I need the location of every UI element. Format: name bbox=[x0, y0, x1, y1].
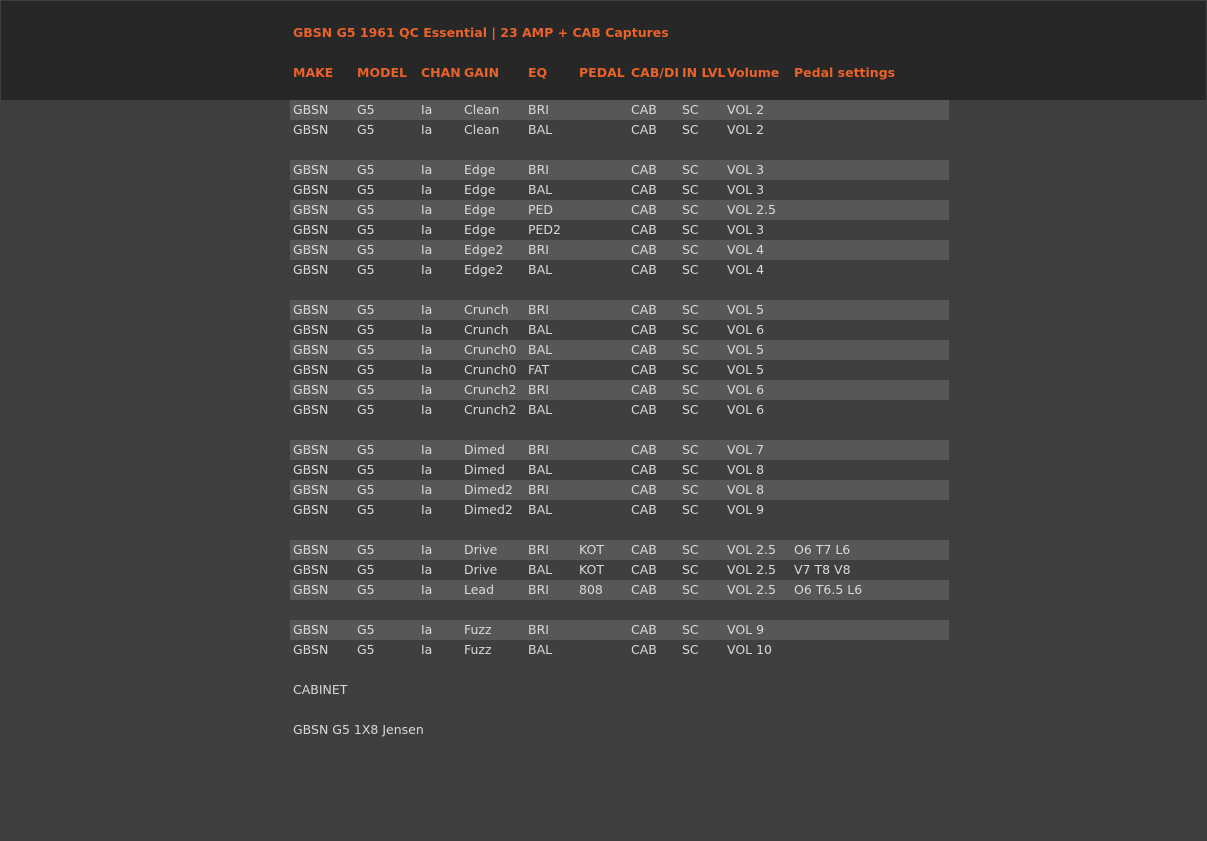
cell-gain: Edge bbox=[464, 222, 496, 237]
cell-model: G5 bbox=[357, 182, 375, 197]
cell-eq: BAL bbox=[528, 402, 553, 417]
cell-cab: CAB bbox=[631, 242, 657, 257]
cell-volume: VOL 8 bbox=[727, 482, 765, 497]
cell-cab: CAB bbox=[631, 502, 657, 517]
cell-make: GBSN bbox=[293, 222, 329, 237]
cell-eq: BAL bbox=[528, 642, 553, 657]
cell-model: G5 bbox=[357, 302, 375, 317]
cell-cab: CAB bbox=[631, 222, 657, 237]
cell-model: G5 bbox=[357, 242, 375, 257]
cell-cab: CAB bbox=[631, 382, 657, 397]
cell-make: GBSN bbox=[293, 502, 329, 517]
cell-make: GBSN bbox=[293, 462, 329, 477]
cell-eq: BRI bbox=[528, 102, 549, 117]
cell-gain: Lead bbox=[464, 582, 495, 597]
cell-volume: VOL 2.5 bbox=[727, 582, 776, 597]
table-row bbox=[290, 260, 949, 280]
cell-model: G5 bbox=[357, 122, 375, 137]
cell-volume: VOL 6 bbox=[727, 322, 765, 337]
cell-chan: Ia bbox=[421, 162, 433, 177]
cell-eq: PED bbox=[528, 202, 554, 217]
page-title: GBSN G5 1961 QC Essential | 23 AMP + CAB Captures bbox=[293, 25, 669, 40]
table-row bbox=[290, 180, 949, 200]
cell-pedal: 808 bbox=[579, 582, 603, 597]
cell-gain: Crunch0 bbox=[464, 342, 517, 357]
cell-cab: CAB bbox=[631, 182, 657, 197]
cell-cab: CAB bbox=[631, 322, 657, 337]
cell-chan: Ia bbox=[421, 182, 433, 197]
cell-cab: CAB bbox=[631, 262, 657, 277]
cell-gain: Dimed bbox=[464, 462, 505, 477]
cell-inlvl: SC bbox=[682, 362, 699, 377]
cell-model: G5 bbox=[357, 202, 375, 217]
cell-make: GBSN bbox=[293, 362, 329, 377]
cell-volume: VOL 4 bbox=[727, 262, 765, 277]
cell-model: G5 bbox=[357, 462, 375, 477]
table-row bbox=[290, 560, 949, 580]
cabinet-heading: CABINET bbox=[293, 682, 348, 697]
table-row bbox=[290, 500, 949, 520]
column-header-chan: CHAN bbox=[421, 65, 461, 80]
cell-volume: VOL 2 bbox=[727, 102, 765, 117]
column-header-volume: Volume bbox=[727, 65, 780, 80]
cell-gain: Dimed2 bbox=[464, 482, 513, 497]
table-row bbox=[290, 540, 949, 560]
cell-pedal: KOT bbox=[579, 542, 604, 557]
cell-inlvl: SC bbox=[682, 382, 699, 397]
cell-model: G5 bbox=[357, 582, 375, 597]
table-row bbox=[290, 200, 949, 220]
cell-eq: BAL bbox=[528, 562, 553, 577]
cell-chan: Ia bbox=[421, 102, 433, 117]
cell-gain: Dimed bbox=[464, 442, 505, 457]
table-row bbox=[290, 460, 949, 480]
cell-make: GBSN bbox=[293, 242, 329, 257]
cell-cab: CAB bbox=[631, 162, 657, 177]
cell-gain: Edge2 bbox=[464, 262, 504, 277]
cell-pedal-settings: O6 T6.5 L6 bbox=[794, 582, 863, 597]
cell-cab: CAB bbox=[631, 342, 657, 357]
cell-gain: Crunch2 bbox=[464, 382, 517, 397]
cell-make: GBSN bbox=[293, 162, 329, 177]
cell-eq: BAL bbox=[528, 182, 553, 197]
cell-make: GBSN bbox=[293, 442, 329, 457]
cell-inlvl: SC bbox=[682, 242, 699, 257]
cell-volume: VOL 5 bbox=[727, 362, 765, 377]
cell-gain: Edge bbox=[464, 202, 496, 217]
cell-volume: VOL 2.5 bbox=[727, 562, 776, 577]
cell-chan: Ia bbox=[421, 242, 433, 257]
cell-make: GBSN bbox=[293, 622, 329, 637]
cell-volume: VOL 10 bbox=[727, 642, 773, 657]
cell-model: G5 bbox=[357, 442, 375, 457]
cell-inlvl: SC bbox=[682, 262, 699, 277]
cell-cab: CAB bbox=[631, 302, 657, 317]
column-header-pedal: PEDAL bbox=[579, 65, 625, 80]
cell-inlvl: SC bbox=[682, 442, 699, 457]
cell-make: GBSN bbox=[293, 542, 329, 557]
cell-chan: Ia bbox=[421, 462, 433, 477]
cell-model: G5 bbox=[357, 342, 375, 357]
table-row bbox=[290, 620, 949, 640]
table-row bbox=[290, 320, 949, 340]
cell-make: GBSN bbox=[293, 202, 329, 217]
cell-gain: Clean bbox=[464, 122, 500, 137]
cell-inlvl: SC bbox=[682, 642, 699, 657]
cell-eq: BRI bbox=[528, 242, 549, 257]
cell-inlvl: SC bbox=[682, 582, 699, 597]
cell-make: GBSN bbox=[293, 482, 329, 497]
cell-make: GBSN bbox=[293, 562, 329, 577]
cell-eq: BRI bbox=[528, 442, 549, 457]
cell-gain: Drive bbox=[464, 542, 498, 557]
cell-cab: CAB bbox=[631, 362, 657, 377]
column-header-gain: GAIN bbox=[464, 65, 500, 80]
cell-chan: Ia bbox=[421, 622, 433, 637]
cabinet-name: GBSN G5 1X8 Jensen bbox=[293, 722, 424, 737]
table-row bbox=[290, 300, 949, 320]
cell-gain: Edge bbox=[464, 162, 496, 177]
cell-volume: VOL 3 bbox=[727, 222, 765, 237]
cell-chan: Ia bbox=[421, 582, 433, 597]
cell-cab: CAB bbox=[631, 642, 657, 657]
cell-gain: Fuzz bbox=[464, 622, 492, 637]
cell-volume: VOL 9 bbox=[727, 502, 765, 517]
cell-make: GBSN bbox=[293, 402, 329, 417]
cell-pedal-settings: O6 T7 L6 bbox=[794, 542, 851, 557]
cell-cab: CAB bbox=[631, 582, 657, 597]
cell-make: GBSN bbox=[293, 382, 329, 397]
column-header-eq: EQ bbox=[528, 65, 548, 80]
cell-volume: VOL 7 bbox=[727, 442, 765, 457]
cell-volume: VOL 2.5 bbox=[727, 542, 776, 557]
cell-make: GBSN bbox=[293, 102, 329, 117]
cell-cab: CAB bbox=[631, 622, 657, 637]
cell-make: GBSN bbox=[293, 582, 329, 597]
table-row bbox=[290, 240, 949, 260]
cell-inlvl: SC bbox=[682, 162, 699, 177]
cell-cab: CAB bbox=[631, 122, 657, 137]
cell-model: G5 bbox=[357, 162, 375, 177]
cell-chan: Ia bbox=[421, 382, 433, 397]
cell-model: G5 bbox=[357, 502, 375, 517]
cell-inlvl: SC bbox=[682, 102, 699, 117]
cell-eq: BRI bbox=[528, 302, 549, 317]
cell-inlvl: SC bbox=[682, 222, 699, 237]
cell-inlvl: SC bbox=[682, 462, 699, 477]
cell-chan: Ia bbox=[421, 362, 433, 377]
cell-cab: CAB bbox=[631, 482, 657, 497]
cell-chan: Ia bbox=[421, 642, 433, 657]
table-row bbox=[290, 120, 949, 140]
cell-chan: Ia bbox=[421, 562, 433, 577]
cell-eq: BAL bbox=[528, 502, 553, 517]
cell-inlvl: SC bbox=[682, 562, 699, 577]
cell-inlvl: SC bbox=[682, 122, 699, 137]
cell-model: G5 bbox=[357, 222, 375, 237]
cell-cab: CAB bbox=[631, 462, 657, 477]
cell-chan: Ia bbox=[421, 122, 433, 137]
cell-model: G5 bbox=[357, 562, 375, 577]
cell-model: G5 bbox=[357, 102, 375, 117]
cell-inlvl: SC bbox=[682, 542, 699, 557]
cell-volume: VOL 8 bbox=[727, 462, 765, 477]
cell-inlvl: SC bbox=[682, 202, 699, 217]
cell-eq: BAL bbox=[528, 322, 553, 337]
cell-cab: CAB bbox=[631, 402, 657, 417]
cell-chan: Ia bbox=[421, 482, 433, 497]
column-header-make: MAKE bbox=[293, 65, 334, 80]
cell-volume: VOL 3 bbox=[727, 182, 765, 197]
cell-gain: Clean bbox=[464, 102, 500, 117]
cell-gain: Crunch bbox=[464, 302, 509, 317]
cell-volume: VOL 5 bbox=[727, 342, 765, 357]
cell-make: GBSN bbox=[293, 642, 329, 657]
column-header-pedal-settings: Pedal settings bbox=[794, 65, 896, 80]
cell-chan: Ia bbox=[421, 202, 433, 217]
cell-chan: Ia bbox=[421, 542, 433, 557]
cell-inlvl: SC bbox=[682, 322, 699, 337]
cell-eq: BAL bbox=[528, 462, 553, 477]
table-row bbox=[290, 220, 949, 240]
cell-chan: Ia bbox=[421, 402, 433, 417]
table-row bbox=[290, 100, 949, 120]
cell-chan: Ia bbox=[421, 262, 433, 277]
cell-volume: VOL 6 bbox=[727, 382, 765, 397]
cell-chan: Ia bbox=[421, 302, 433, 317]
cell-make: GBSN bbox=[293, 262, 329, 277]
cell-eq: PED2 bbox=[528, 222, 562, 237]
cell-eq: BAL bbox=[528, 122, 553, 137]
cell-gain: Crunch2 bbox=[464, 402, 517, 417]
header-band bbox=[1, 1, 1206, 100]
cell-model: G5 bbox=[357, 382, 375, 397]
cell-inlvl: SC bbox=[682, 502, 699, 517]
cell-model: G5 bbox=[357, 262, 375, 277]
page bbox=[1, 1, 1206, 840]
cell-volume: VOL 6 bbox=[727, 402, 765, 417]
table-row bbox=[290, 440, 949, 460]
cell-model: G5 bbox=[357, 542, 375, 557]
cell-gain: Crunch bbox=[464, 322, 509, 337]
cell-eq: BAL bbox=[528, 262, 553, 277]
cell-eq: FAT bbox=[528, 362, 550, 377]
cell-model: G5 bbox=[357, 362, 375, 377]
cell-gain: Edge2 bbox=[464, 242, 504, 257]
cell-gain: Dimed2 bbox=[464, 502, 513, 517]
table-row bbox=[290, 640, 949, 660]
cell-eq: BRI bbox=[528, 582, 549, 597]
cell-inlvl: SC bbox=[682, 182, 699, 197]
cell-model: G5 bbox=[357, 402, 375, 417]
table-row bbox=[290, 160, 949, 180]
cell-eq: BRI bbox=[528, 482, 549, 497]
cell-pedal: KOT bbox=[579, 562, 604, 577]
cell-volume: VOL 2.5 bbox=[727, 202, 776, 217]
cell-gain: Drive bbox=[464, 562, 498, 577]
cell-cab: CAB bbox=[631, 442, 657, 457]
cell-pedal-settings: V7 T8 V8 bbox=[794, 562, 851, 577]
column-header-in-lvl: IN LVL bbox=[682, 65, 726, 80]
cell-make: GBSN bbox=[293, 322, 329, 337]
cell-chan: Ia bbox=[421, 502, 433, 517]
cell-volume: VOL 3 bbox=[727, 162, 765, 177]
table-row bbox=[290, 480, 949, 500]
cell-cab: CAB bbox=[631, 562, 657, 577]
cell-cab: CAB bbox=[631, 542, 657, 557]
cell-volume: VOL 4 bbox=[727, 242, 765, 257]
cell-make: GBSN bbox=[293, 182, 329, 197]
cell-volume: VOL 5 bbox=[727, 302, 765, 317]
cell-make: GBSN bbox=[293, 342, 329, 357]
column-header-cab-di: CAB/DI bbox=[631, 65, 679, 80]
cell-model: G5 bbox=[357, 322, 375, 337]
column-header-model: MODEL bbox=[357, 65, 407, 80]
cell-gain: Crunch0 bbox=[464, 362, 517, 377]
cell-model: G5 bbox=[357, 482, 375, 497]
cell-gain: Fuzz bbox=[464, 642, 492, 657]
cell-inlvl: SC bbox=[682, 622, 699, 637]
table-row bbox=[290, 400, 949, 420]
cell-chan: Ia bbox=[421, 442, 433, 457]
cell-volume: VOL 2 bbox=[727, 122, 765, 137]
cell-eq: BRI bbox=[528, 542, 549, 557]
cell-cab: CAB bbox=[631, 202, 657, 217]
table-row bbox=[290, 580, 949, 600]
cell-eq: BRI bbox=[528, 162, 549, 177]
cell-chan: Ia bbox=[421, 222, 433, 237]
cell-chan: Ia bbox=[421, 322, 433, 337]
cell-inlvl: SC bbox=[682, 402, 699, 417]
cell-model: G5 bbox=[357, 642, 375, 657]
cell-inlvl: SC bbox=[682, 302, 699, 317]
cell-gain: Edge bbox=[464, 182, 496, 197]
cell-eq: BRI bbox=[528, 382, 549, 397]
cell-inlvl: SC bbox=[682, 482, 699, 497]
cell-eq: BRI bbox=[528, 622, 549, 637]
cell-eq: BAL bbox=[528, 342, 553, 357]
table-row bbox=[290, 340, 949, 360]
cell-inlvl: SC bbox=[682, 342, 699, 357]
table-row bbox=[290, 360, 949, 380]
cell-make: GBSN bbox=[293, 122, 329, 137]
cell-volume: VOL 9 bbox=[727, 622, 765, 637]
cell-chan: Ia bbox=[421, 342, 433, 357]
cell-make: GBSN bbox=[293, 302, 329, 317]
table-row bbox=[290, 380, 949, 400]
cell-model: G5 bbox=[357, 622, 375, 637]
cell-cab: CAB bbox=[631, 102, 657, 117]
